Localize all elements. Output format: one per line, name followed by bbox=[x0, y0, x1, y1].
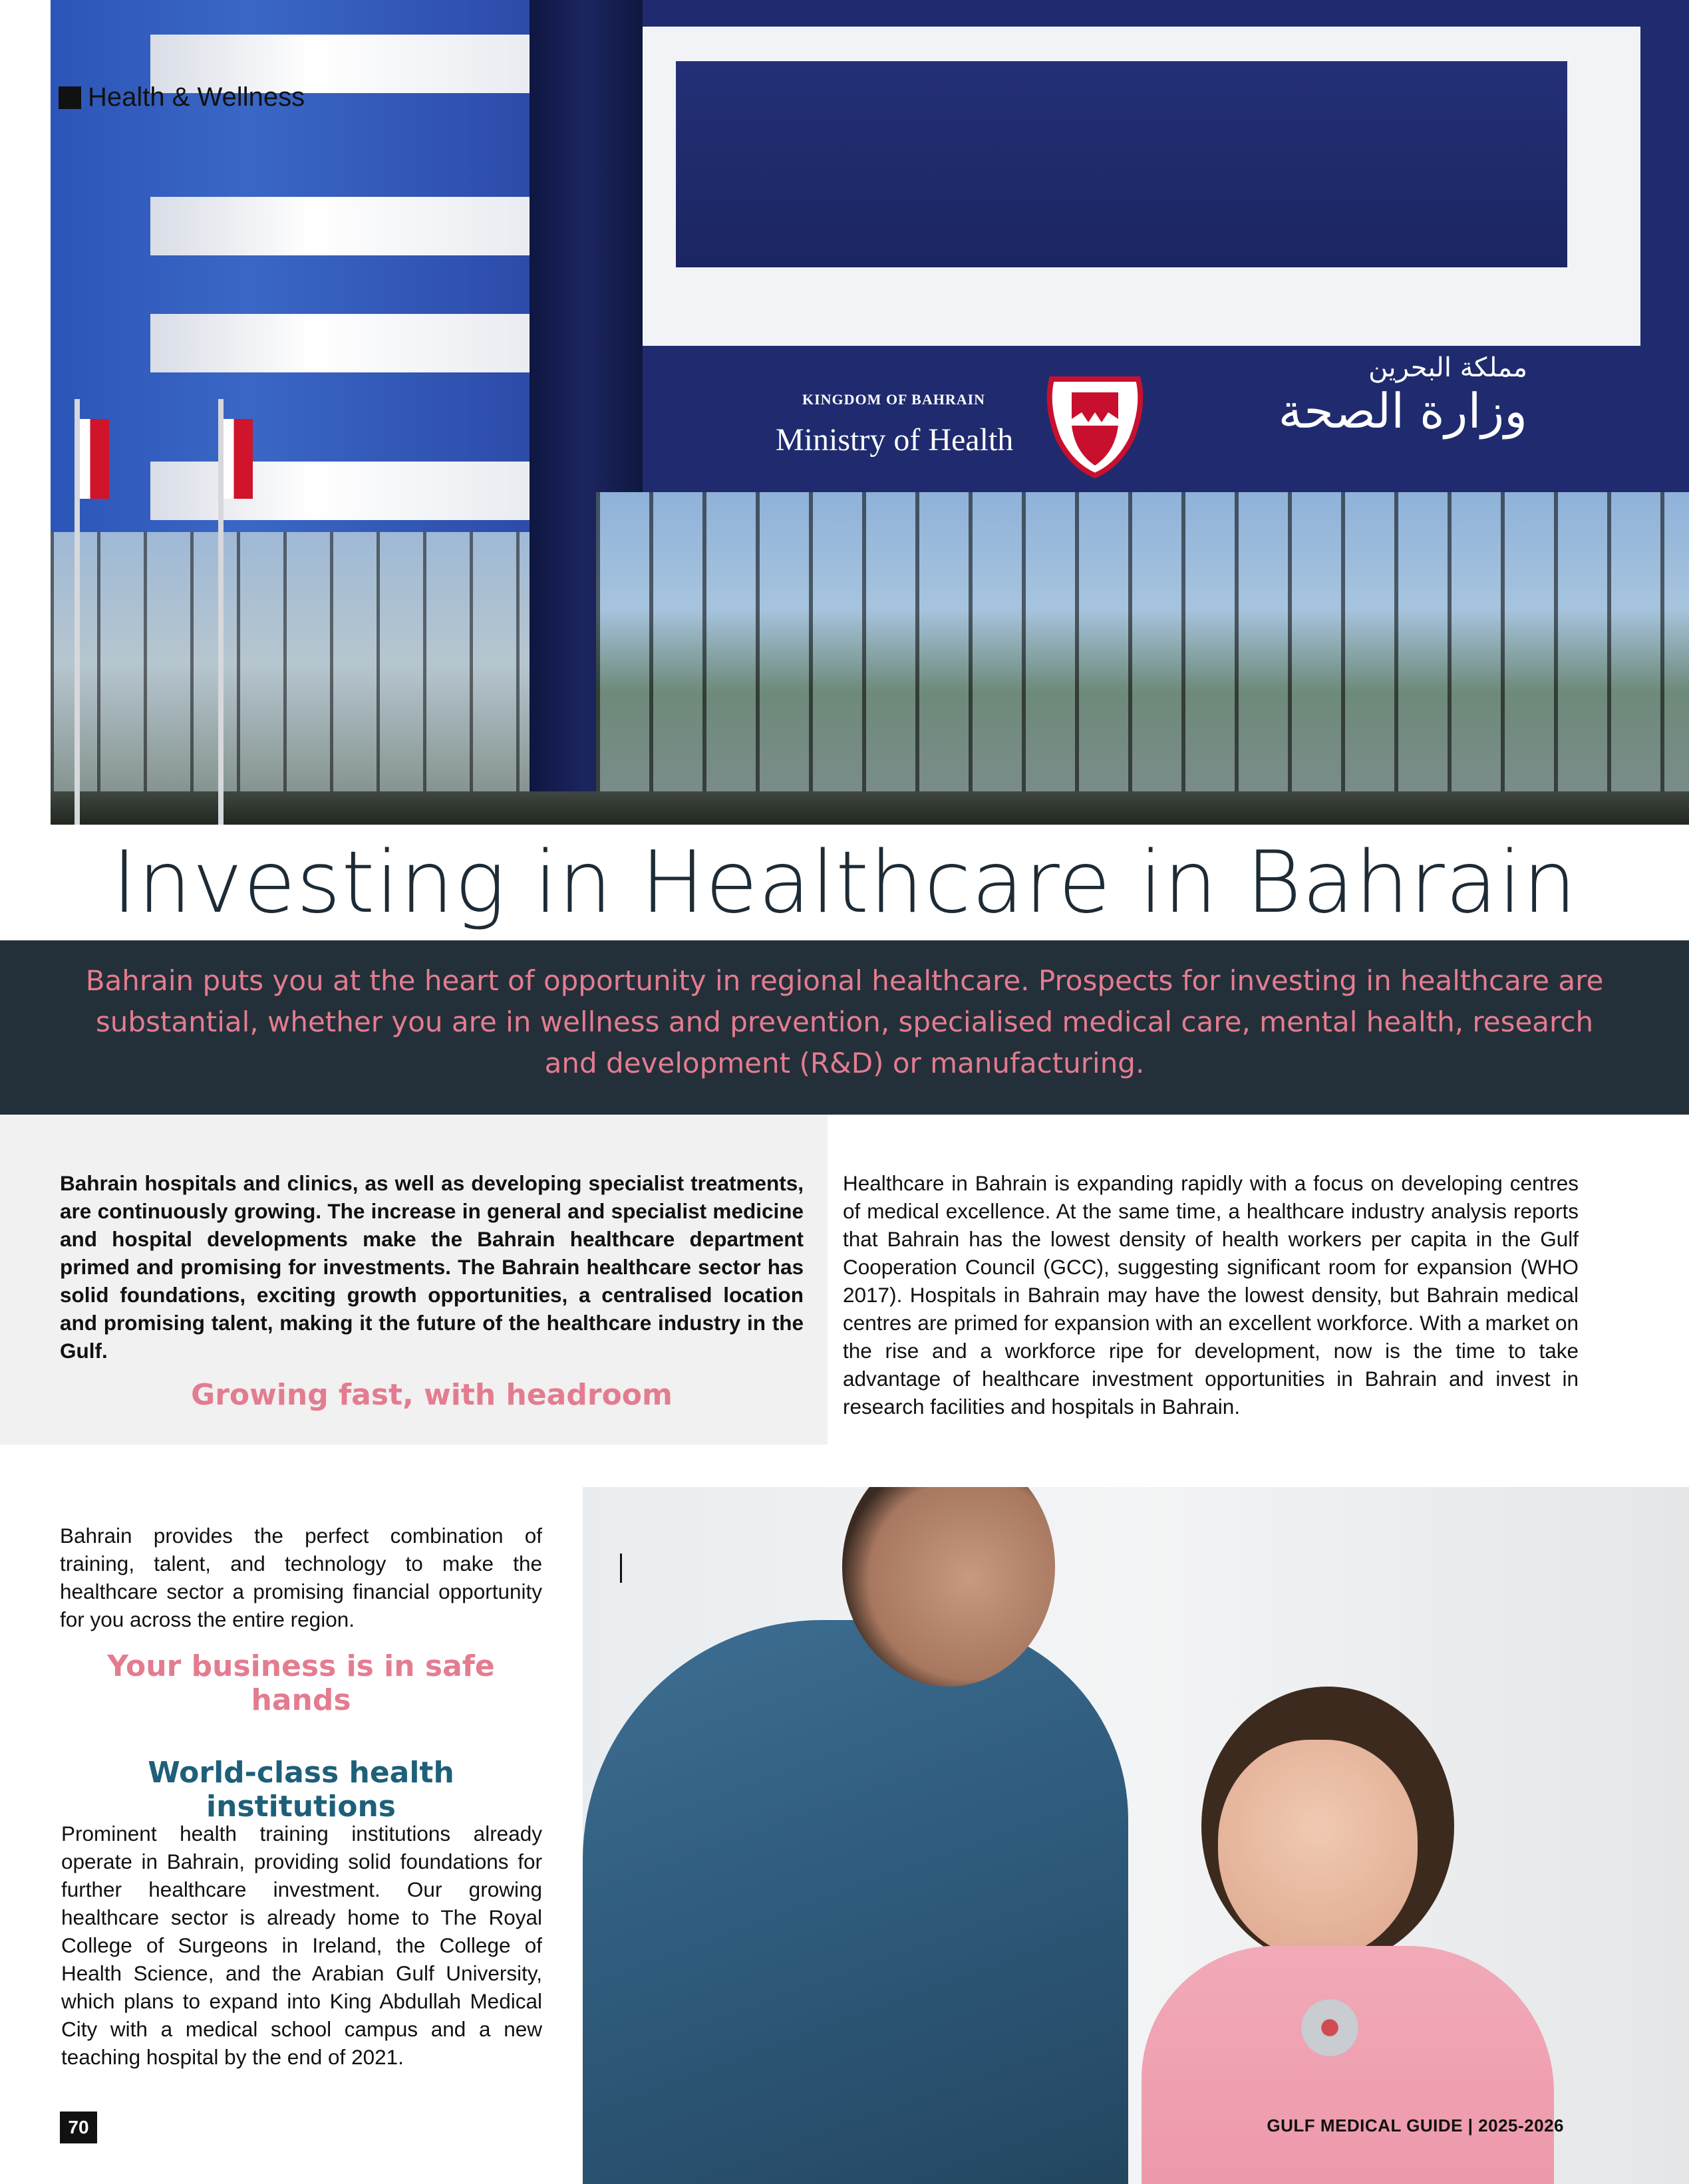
nurse-figure bbox=[583, 1620, 1128, 2184]
facade-stripe bbox=[150, 314, 556, 372]
text-cursor-mark bbox=[620, 1554, 622, 1583]
left-paragraph-1: Bahrain provides the perfect combination of training, talent, and technology to make the healthcare sector a promising financial opportunity for you across the entire region. bbox=[60, 1524, 542, 1631]
publication-footer: GULF MEDICAL GUIDE | 2025-2026 bbox=[1267, 2116, 1564, 2135]
child-face bbox=[1218, 1740, 1418, 1959]
facade-stripe bbox=[150, 197, 556, 255]
square-bullet-icon bbox=[59, 86, 81, 109]
bahrain-flag-icon bbox=[224, 419, 253, 499]
flagpole bbox=[218, 399, 224, 825]
sign-kingdom: KINGDOM OF BAHRAIN bbox=[802, 391, 986, 408]
page-title: Investing in Healthcare in Bahrain bbox=[112, 833, 1577, 932]
bahrain-flag-icon bbox=[80, 419, 109, 499]
facade-stripe bbox=[150, 462, 556, 520]
subheading-safe-hands: Your business is in safe hands bbox=[107, 1649, 495, 1717]
photo-doctor-examining-child bbox=[583, 1487, 1689, 2184]
flagpole bbox=[75, 399, 80, 825]
page-number: 70 bbox=[60, 2112, 97, 2143]
ground bbox=[51, 791, 1689, 825]
intro-text: Bahrain puts you at the heart of opportunity in regional healthcare. Prospects for investing in healthcare are substantial, whether you are in wellness and prevention, specialised medical care, mental health, research and development (R&D) or manufacturing. bbox=[85, 964, 1604, 1079]
intro-banner bbox=[0, 940, 1689, 1115]
section-tag-label: Health & Wellness bbox=[88, 82, 305, 112]
subheading-world-class: World-class health institutions bbox=[148, 1756, 454, 1824]
facade-panel bbox=[676, 61, 1567, 267]
right-column-paragraph: Healthcare in Bahrain is expanding rapidly with a focus on developing centres of medical excellence. At the same time, a healthcare industry analysis reports that Bahrain has the lowest density of health workers per capita in the Gulf Cooperation Council (GCC), suggesting significant room for expansion (WHO 2017). Hospitals in Bahrain may have the lowest density, but Bahrain medical centres are primed for expansion with an excellent workforce. With a market on the rise and a workforce ripe for development, now is the time to take advantage of healthcare investment opportunities in Bahrain and invest in research facilities and hospitals in Bahrain. bbox=[843, 1171, 1579, 1419]
lead-paragraph: Bahrain hospitals and clinics, as well as developing specialist treatments, are continuously growing. The increase in general and specialist medicine and hospital developments make the Bahrain healthcare department primed and promising for investments. The Bahrain healthcare sector has solid foundations, exciting growth opportunities, a centralised location and promising talent, making it the future of the healthcare industry in the Gulf. bbox=[60, 1171, 804, 1363]
sign-ministry: Ministry of Health bbox=[776, 422, 1014, 458]
section-tag bbox=[59, 82, 305, 112]
stethoscope-icon bbox=[1301, 1999, 1358, 2056]
bahrain-emblem-icon bbox=[1045, 366, 1145, 479]
glass-wall bbox=[596, 492, 1689, 825]
sign-arabic: مملكة البحرين وزارة الصحة bbox=[1278, 352, 1527, 439]
glass-wall-left bbox=[51, 532, 543, 825]
subheading-growing: Growing fast, with headroom bbox=[191, 1378, 673, 1412]
child-dress bbox=[1142, 1946, 1554, 2184]
left-paragraph-2: Prominent health training institutions already operate in Bahrain, providing solid foundations for further healthcare investment. Our growing healthcare sector is already home to The Royal College of Surgeons in Ireland, the College of Health Science, and the Arabian Gulf University, which plans to expand into King Abdullah Medical City with a medical school campus and a new teaching hospital by the end of 2021. bbox=[61, 1822, 542, 2069]
hero-photo-ministry-building bbox=[51, 0, 1689, 825]
